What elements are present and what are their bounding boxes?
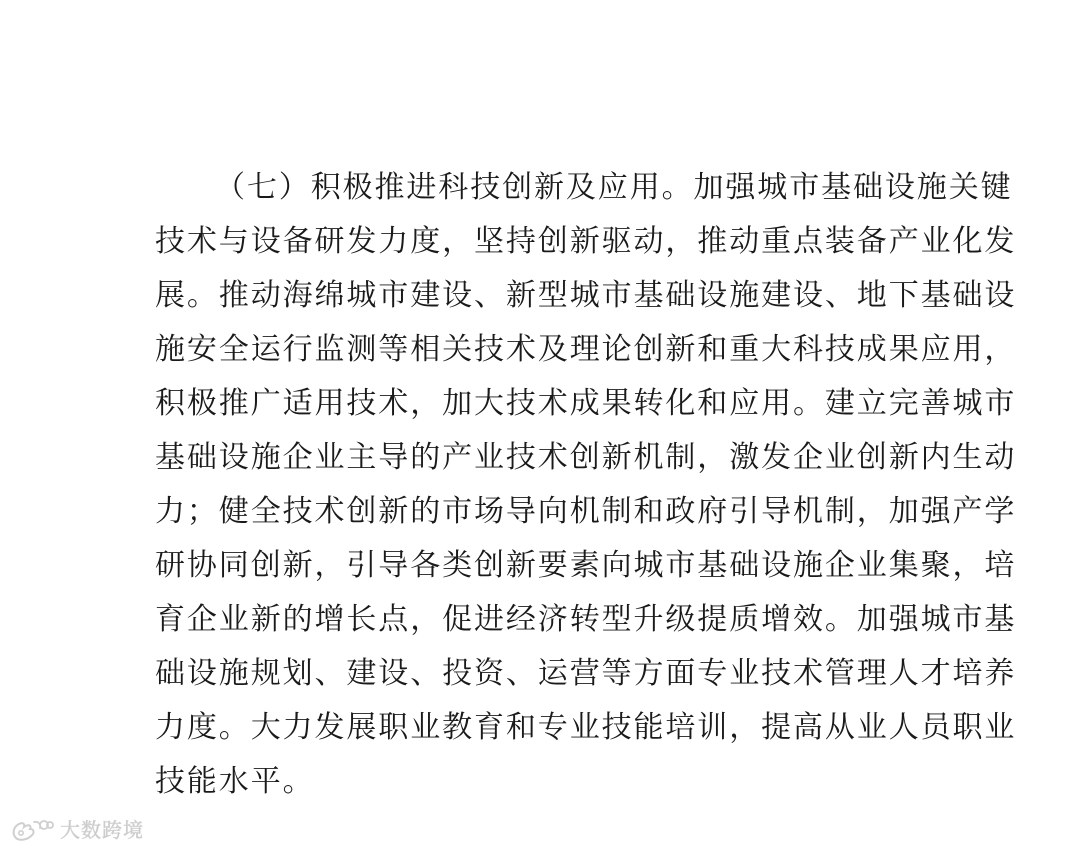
paragraph-line: 积极推广适用技术，加大技术成果转化和应用。建立完善城市 <box>155 386 1017 421</box>
paragraph-line: 基础设施企业主导的产业技术创新机制，激发企业创新内生动 <box>155 440 1017 475</box>
paragraph-line: 育企业新的增长点，促进经济转型升级提质增效。加强城市基 <box>155 602 1017 637</box>
paragraph-line: 力度。大力发展职业教育和专业技能培训，提高从业人员职业 <box>155 710 1017 745</box>
paragraph-line: 技能水平。 <box>155 764 315 799</box>
watermark-text: 大数跨境 <box>60 818 144 842</box>
paragraph-line: 施安全运行监测等相关技术及理论创新和重大科技成果应用， <box>155 332 1017 367</box>
paragraph-line: （七）积极推进科技创新及应用。加强城市基础设施关键 <box>215 170 1013 205</box>
document-paragraph <box>155 168 1017 816</box>
paragraph-line: 力；健全技术创新的市场导向机制和政府引导机制，加强产学 <box>155 494 1017 529</box>
paragraph-line: 技术与设备研发力度，坚持创新驱动，推动重点装备产业化发 <box>155 224 1017 259</box>
paragraph-line: 研协同创新，引导各类创新要素向城市基础设施企业集聚，培 <box>155 548 1017 583</box>
weibo-style-logo-icon <box>10 816 54 842</box>
watermark <box>10 814 144 843</box>
paragraph-line: 展。推动海绵城市建设、新型城市基础设施建设、地下基础设 <box>155 278 1017 313</box>
paragraph-line: 础设施规划、建设、投资、运营等方面专业技术管理人才培养 <box>155 656 1017 691</box>
